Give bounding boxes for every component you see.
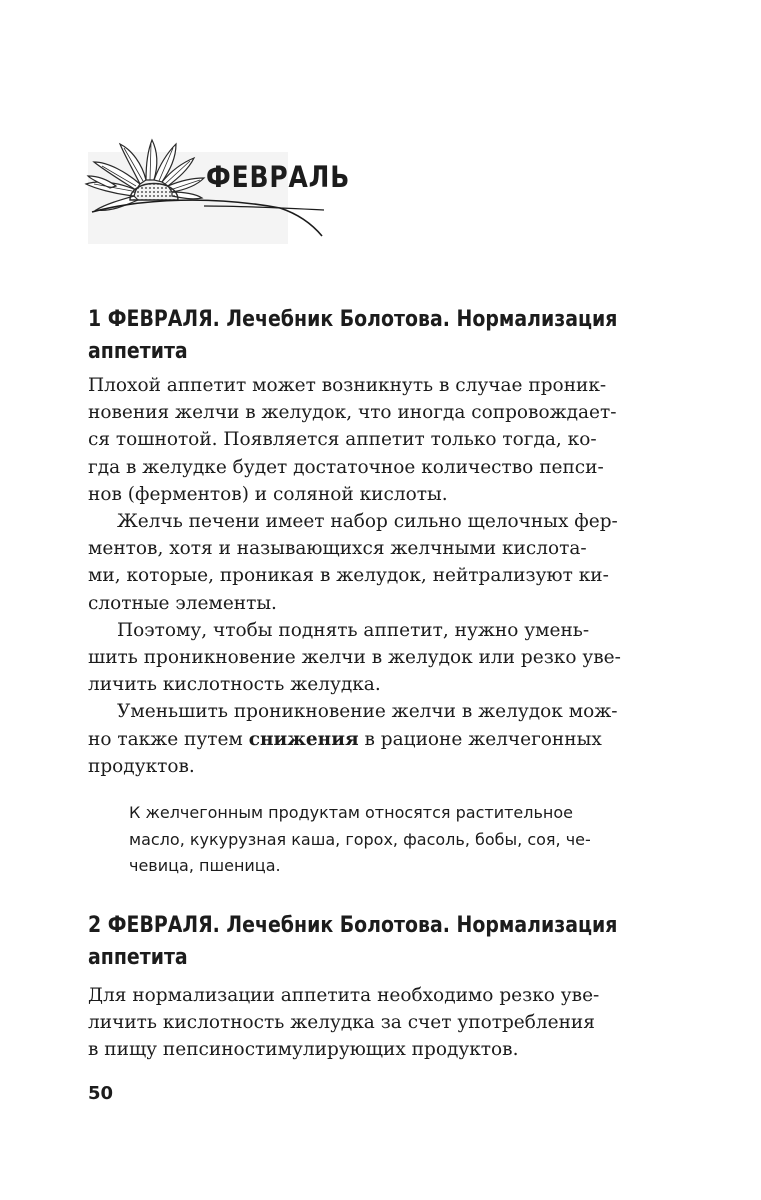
text-line: ментов, хотя и называющихся желчными кислота-: [88, 538, 587, 560]
text-line: нов (ферментов) и соляной кислоты.: [88, 483, 448, 505]
heading-line: 2 ФЕВРАЛЯ. Лечебник Болотова. Нормализация: [88, 913, 618, 938]
text-line: ся тошнотой. Появляется аппетит только тогда, ко-: [88, 429, 597, 451]
text-line: Плохой аппетит может возникнуть в случае проник-: [88, 375, 607, 396]
text-line: [88, 726, 674, 753]
text-line: Для нормализации аппетита необходимо резко уве-: [88, 985, 600, 1006]
text-line: слотные элементы.: [88, 592, 277, 614]
text-line: ми, которые, проникая в желудок, нейтрализуют ки-: [88, 565, 609, 587]
text-line: личить кислотность желудка за счет употребления: [88, 1012, 595, 1034]
text-line: гда в желудке будет достаточное количество пепси-: [88, 456, 604, 478]
text-line: в пищу пепсиностимулирующих продуктов.: [88, 1039, 519, 1061]
text-line: Уменьшить проникновение желчи в желудок мож-: [117, 701, 618, 723]
heading-line: аппетита: [88, 945, 188, 970]
heading-line: аппетита: [88, 339, 188, 364]
text-segment: в рационе желчегонных: [364, 728, 602, 750]
bold-term: снижения: [248, 728, 359, 750]
section-body-feb-1: [88, 372, 674, 780]
chapter-title: ФЕВРАЛЬ: [206, 160, 351, 194]
paragraph: [88, 982, 674, 1064]
text-line: Желчь печени имеет набор сильно щелочных фер-: [117, 511, 618, 533]
text-line: Поэтому, чтобы поднять аппетит, нужно умень-: [117, 619, 590, 641]
section-body-feb-2: [88, 982, 674, 1064]
paragraph: [88, 698, 674, 780]
section-heading-feb-2: [88, 910, 617, 974]
paragraph: [88, 508, 674, 617]
text-line: личить кислотность желудка.: [88, 674, 381, 696]
text-line: продуктов.: [88, 755, 195, 777]
page-number: 50: [88, 1083, 114, 1104]
note-block: [129, 800, 674, 880]
paragraph: [88, 617, 674, 699]
text-line: новения желчи в желудок, что иногда сопровождает-: [88, 402, 617, 424]
note-line: К желчегонным продуктам относятся растительное: [129, 803, 574, 822]
section-heading-feb-1: [88, 304, 617, 368]
note-line: чевица, пшеница.: [129, 856, 281, 875]
text-segment: но также путем: [88, 728, 243, 750]
note-line: масло, кукурузная каша, горох, фасоль, бобы, соя, че-: [129, 829, 591, 849]
heading-line: 1 ФЕВРАЛЯ. Лечебник Болотова. Нормализация: [88, 307, 618, 332]
text-line: шить проникновение желчи в желудок или резко уве-: [88, 647, 621, 669]
paragraph: [88, 372, 674, 508]
